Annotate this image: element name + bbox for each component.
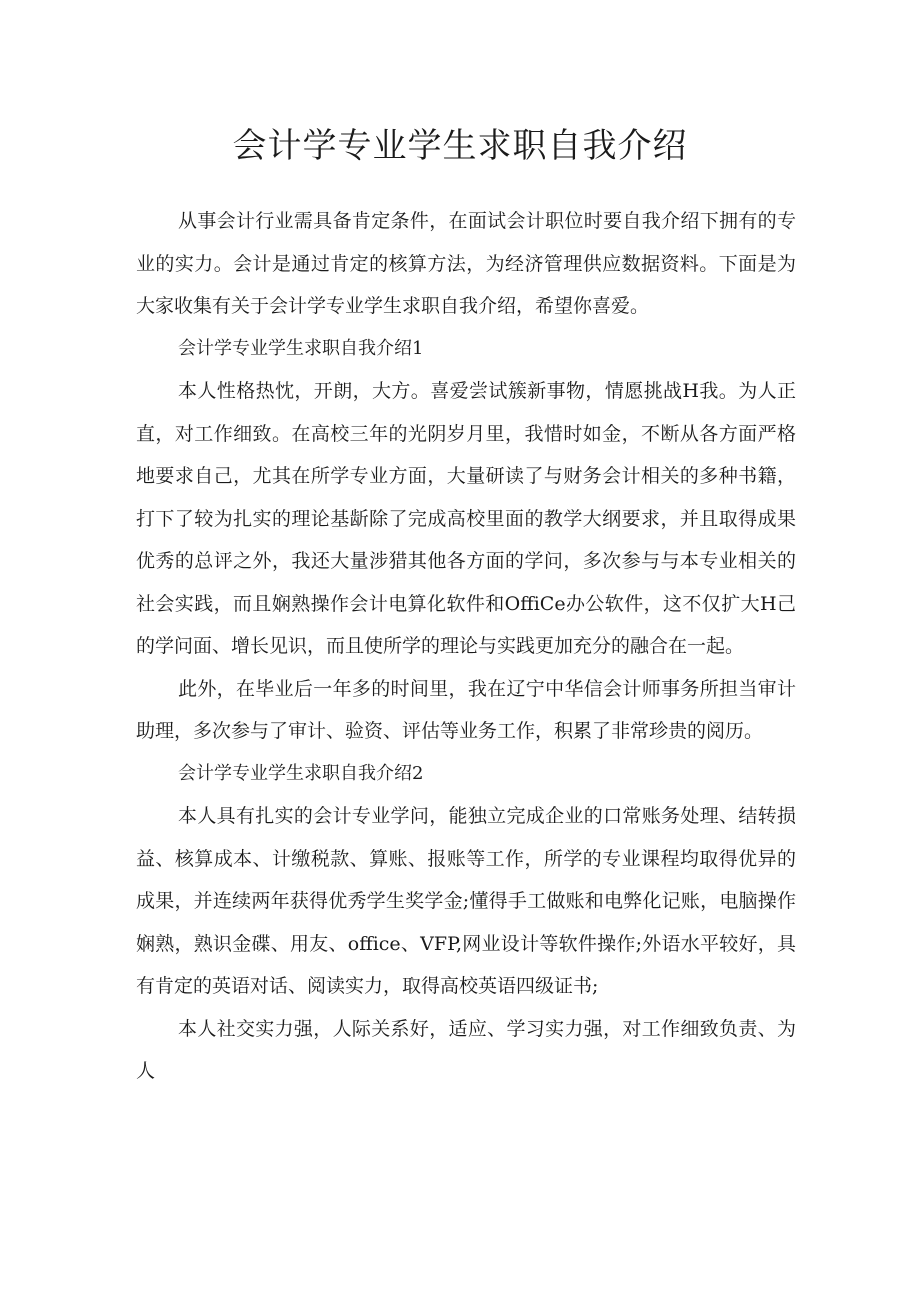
section-1-paragraph-2: 此外，在毕业后一年多的时间里，我在辽宁中华信会计师事务所担当审计助理，多次参与了审计、验资、评估等业务工作，积累了非常珍贵的阅历。 <box>136 677 796 742</box>
section-1-paragraph-1: 本人性格热忱，开朗，大方。喜爱尝试簇新事物，情愿挑战H我。为人正直，对工作细致。在高校三年的光阴岁月里，我惜时如金，不断从各方面严格地要求自己，尤其在所学专业方面，大量研读了与财务会计相关的多种书籍，打下了较为扎实的理论基龂除了完成高校里面的教学大纲要求，并且取得成果优秀的总评之外，我还大量涉猎其他各方面的学问，多次参与与本专业相关的社会实践，而且娴熟操作会计电算化软件和OffiCe办公软件，这不仅扩大H己的学问面、增长见识，而且使所学的理论与实践更加充分的融合在一起。 <box>136 380 796 657</box>
section-heading-2: 会计学专业学生求职自我介绍2 <box>178 762 424 784</box>
document-title: 会计学专业学生求职自我介绍 <box>232 126 688 166</box>
section-2-paragraph-1: 本人具有扎实的会计专业学问，能独立完成企业的口常账务处理、结转损益、核算成本、计缴税款、算账、报账等工作，所学的专业课程均取得优异的成果，并连续两年获得优秀学生奖学金;懂得手工做账和电弊化记账，电脑操作娴熟，熟识金碟、用友、office、VFP,网业设计等软件操作;外语水平较好，具有肯定的英语对话、阅读实力，取得高校英语四级证书; <box>136 805 796 997</box>
document-body <box>136 200 796 1093</box>
section-2-paragraph-2: 本人社交实力强，人际关系好，适应、学习实力强，对工作细致负责、为人 <box>136 1017 796 1082</box>
intro-paragraph: 从事会计行业需具备肯定条件，在面试会计职位时要自我介绍下拥有的专业的实力。会计是通过肯定的核算方法，为经济管理供应数据资料。下面是为大家收集有关于会计学专业学生求职自我介绍，希望你喜爱。 <box>136 210 796 317</box>
section-heading-1: 会计学专业学生求职自我介绍1 <box>178 337 424 359</box>
